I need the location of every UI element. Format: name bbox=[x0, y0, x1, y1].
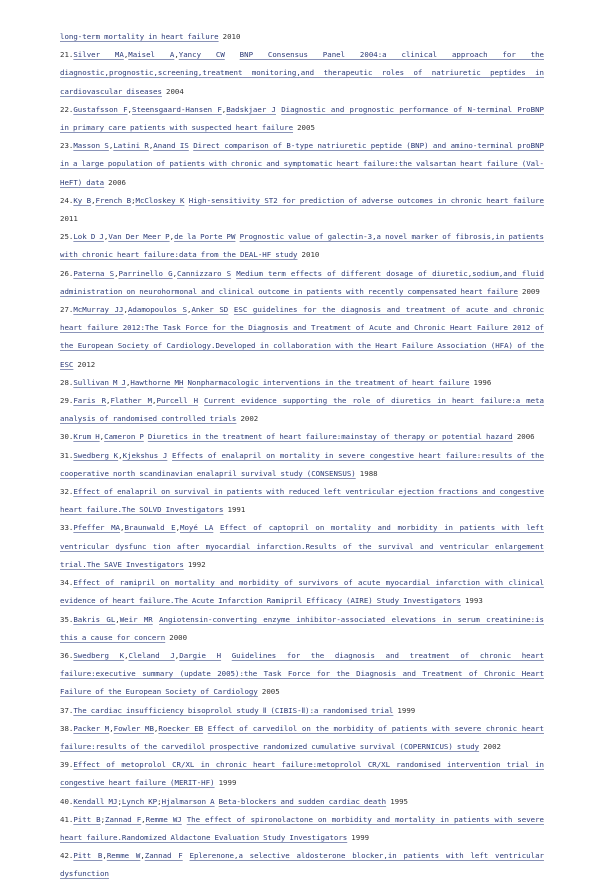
reference-link[interactable]: Silver MA bbox=[73, 50, 124, 60]
reference-separator: , bbox=[115, 614, 120, 624]
reference-separator: , bbox=[91, 195, 96, 205]
reference-link[interactable]: Zannad F bbox=[144, 851, 183, 861]
reference-separator: , bbox=[108, 141, 114, 151]
reference-year: 2006 bbox=[516, 432, 535, 442]
reference-entry bbox=[60, 811, 544, 847]
reference-separator: , bbox=[140, 851, 145, 861]
reference-link[interactable]: Nonpharmacologic interventions in the treatment of heart failure bbox=[187, 377, 470, 387]
reference-number: 27. bbox=[60, 305, 74, 315]
reference-year: 2005 bbox=[297, 123, 315, 133]
reference-link[interactable]: Ky B bbox=[73, 195, 92, 205]
reference-link[interactable]: Current evidence supporting the role of diuretics in heart failure:a meta analysis of randomised controlled trials bbox=[60, 396, 544, 424]
reference-link[interactable]: Fowler MB bbox=[113, 723, 154, 733]
reference-year: 2000 bbox=[169, 632, 188, 642]
reference-entry bbox=[60, 483, 544, 519]
reference-entry bbox=[60, 392, 544, 428]
reference-separator: , bbox=[109, 723, 114, 733]
reference-separator: , bbox=[221, 104, 227, 114]
reference-link[interactable]: French B bbox=[95, 195, 132, 205]
reference-link[interactable]: Pitt B bbox=[73, 814, 101, 824]
reference-link[interactable]: McMurray JJ bbox=[73, 305, 124, 315]
reference-link[interactable]: Prognostic value of galectin-3,a novel marker of fibrosis,in patients with chronic heart failure:data from the DEAL-HF study bbox=[60, 232, 544, 260]
reference-separator: , bbox=[123, 305, 128, 315]
reference-separator: , bbox=[153, 723, 159, 733]
reference-link[interactable]: Sullivan M J bbox=[73, 377, 126, 387]
reference-link[interactable]: Angiotensin-converting enzyme inhibitor-associated elevations in serum creatinine:is this a cause for concern bbox=[60, 614, 544, 642]
reference-year: 2002 bbox=[483, 741, 501, 751]
reference-entry bbox=[60, 793, 544, 811]
reference-separator: , bbox=[148, 141, 154, 151]
reference-year: 1999 bbox=[218, 778, 237, 788]
reference-separator: , bbox=[102, 851, 107, 861]
reference-separator: , bbox=[175, 523, 181, 533]
reference-number: 28. bbox=[60, 377, 74, 387]
reference-entry bbox=[60, 301, 544, 374]
reference-link[interactable]: Swedberg K bbox=[73, 450, 119, 460]
reference-year: 2005 bbox=[261, 687, 280, 697]
reference-separator: , bbox=[124, 650, 129, 660]
reference-entry bbox=[60, 28, 544, 46]
reference-number: 38. bbox=[60, 723, 74, 733]
reference-number: 21. bbox=[60, 50, 74, 60]
reference-number: 39. bbox=[60, 760, 74, 770]
reference-separator bbox=[183, 851, 190, 860]
reference-link[interactable]: Cannizzaro S bbox=[177, 268, 232, 278]
reference-separator bbox=[213, 523, 220, 532]
reference-separator: , bbox=[141, 814, 146, 824]
reference-link[interactable]: Beta-blockers and sudden cardiac death bbox=[218, 796, 387, 806]
reference-link[interactable]: Diagnostic and prognostic performance of N-terminal ProBNP in primary care patients with suspected heart failure bbox=[60, 104, 544, 133]
reference-link[interactable]: Cleland J bbox=[128, 650, 175, 660]
reference-link[interactable]: Krum H bbox=[73, 432, 100, 442]
reference-number: 41. bbox=[60, 814, 74, 824]
reference-link[interactable]: Cameron P bbox=[104, 432, 144, 442]
reference-separator: , bbox=[169, 232, 175, 242]
reference-number: 22. bbox=[60, 104, 74, 114]
reference-entry bbox=[60, 192, 544, 228]
reference-separator: , bbox=[99, 432, 105, 442]
reference-separator: ; bbox=[131, 195, 136, 205]
reference-entry bbox=[60, 756, 544, 792]
reference-link[interactable]: long-term mortality in heart failure bbox=[60, 32, 219, 41]
reference-year: 1995 bbox=[390, 796, 408, 806]
reference-link[interactable]: de la Porte PW bbox=[174, 232, 236, 242]
reference-number: 31. bbox=[60, 450, 74, 460]
reference-separator: ; bbox=[157, 796, 162, 806]
reference-link[interactable]: Effect of carvedilol on the morbidity of patients with severe chronic heart failure:results of the carvedilol prospective randomized cumulative survival (COPERNICUS) study bbox=[60, 723, 544, 751]
reference-entry bbox=[60, 847, 544, 883]
reference-entry bbox=[60, 519, 544, 574]
reference-separator: , bbox=[172, 268, 178, 278]
reference-year: 1993 bbox=[464, 596, 483, 606]
reference-year: 2006 bbox=[108, 177, 126, 187]
reference-number: 30. bbox=[60, 432, 74, 442]
reference-entry bbox=[60, 228, 544, 264]
reference-link[interactable]: ESC guidelines for the diagnosis and treatment of acute and chronic heart failure 2012:The Task Force for the Diagnosis and Treatment of Acute and Chronic Heart Failure 2012 of the European Society of Cardiology.Developed in collaboration with the Heart Failure Association (HFA) of the ESC bbox=[60, 305, 545, 369]
reference-link[interactable]: Weir MR bbox=[119, 614, 153, 624]
reference-entry bbox=[60, 428, 544, 446]
reference-link[interactable]: Guidelines for the diagnosis and treatment of chronic heart failure:executive summary (update 2005):the Task Force for the Diagnosis and Treatment of Chronic Heart Failure of the European Society of Cardiology bbox=[60, 650, 544, 697]
reference-list bbox=[60, 28, 544, 884]
reference-separator: , bbox=[125, 377, 131, 387]
reference-separator: , bbox=[106, 396, 111, 406]
reference-link[interactable]: Latini R bbox=[113, 141, 149, 151]
reference-link[interactable]: Maisel A bbox=[128, 50, 175, 60]
reference-year: 1992 bbox=[187, 559, 206, 569]
reference-link[interactable]: Anand IS bbox=[153, 141, 189, 151]
reference-number: 25. bbox=[60, 232, 74, 242]
reference-link[interactable]: Purcell H bbox=[156, 396, 199, 406]
reference-link[interactable]: Swedberg K bbox=[73, 650, 125, 660]
reference-year: 2011 bbox=[60, 214, 78, 224]
reference-entry bbox=[60, 265, 544, 301]
reference-link[interactable]: Diuretics in the treatment of heart failure:mainstay of therapy or potential hazard bbox=[147, 432, 513, 442]
reference-separator: , bbox=[187, 305, 192, 315]
reference-link[interactable]: Remme WJ bbox=[145, 814, 182, 824]
reference-year: 2010 bbox=[301, 250, 320, 260]
reference-link[interactable]: Hjalmarson A bbox=[161, 796, 215, 806]
reference-link[interactable]: Steensgaard-Hansen F bbox=[132, 104, 222, 114]
reference-number: 40. bbox=[60, 796, 74, 806]
reference-year: 1999 bbox=[351, 832, 370, 842]
reference-entry bbox=[60, 101, 544, 137]
reference-link[interactable]: Lynch KP bbox=[121, 796, 158, 806]
reference-link[interactable]: Kendall MJ bbox=[73, 796, 118, 806]
reference-entry bbox=[60, 447, 544, 483]
reference-link[interactable]: Effect of metoprolol CR/XL in chronic heart failure:metoprolol CR/XL randomised intervention trial in congestive heart failure (MERIT-HF) bbox=[60, 760, 544, 788]
reference-year: 1999 bbox=[397, 705, 416, 715]
reference-link[interactable]: The effect of spironolactone on morbidity and mortality in patients with severe heart failure.Randomized Aldactone Evaluation Study Investigators bbox=[60, 814, 544, 842]
reference-link[interactable]: Effect of ramipril on mortality and morbidity of survivors of acute myocardial infarction with clinical evidence of heart failure.The Acute Infarction Ramipril Efficacy (AIRE) Study Investigators bbox=[60, 578, 544, 606]
reference-link[interactable]: Braunwald E bbox=[124, 523, 176, 533]
reference-entry bbox=[60, 611, 544, 647]
reference-year: 1996 bbox=[473, 377, 492, 387]
reference-number: 32. bbox=[60, 487, 74, 497]
reference-separator: , bbox=[152, 396, 157, 406]
reference-number: 42. bbox=[60, 851, 74, 861]
reference-link[interactable]: Flather M bbox=[110, 396, 153, 406]
reference-link[interactable]: Adamopoulos S bbox=[127, 305, 188, 315]
reference-link[interactable]: Dargie H bbox=[179, 650, 222, 660]
reference-link[interactable]: Effects of enalapril on mortality in severe congestive heart failure:results of the cooperative north scandinavian enalapril survival study (CONSENSUS) bbox=[60, 450, 544, 478]
reference-link[interactable]: Zannad F bbox=[105, 814, 142, 824]
reference-link[interactable]: Moyé LA bbox=[180, 523, 214, 533]
reference-number: 36. bbox=[60, 650, 74, 660]
reference-link[interactable]: Kjekshus J bbox=[122, 450, 168, 460]
reference-number: 33. bbox=[60, 523, 74, 533]
reference-link[interactable]: Remme W bbox=[106, 851, 141, 861]
reference-separator: , bbox=[127, 104, 132, 114]
reference-separator: , bbox=[123, 50, 129, 60]
reference-number: 26. bbox=[60, 268, 74, 278]
reference-year: 2002 bbox=[240, 414, 259, 424]
reference-link[interactable]: Effect of captopril on mortality and morbidity in patients with left ventricular dysfunc tion after myocardial infarction.Results of the survival and ventricular enlargement trial.The SAVE Investigators bbox=[60, 523, 544, 569]
reference-separator bbox=[221, 651, 232, 660]
reference-number: 29. bbox=[60, 396, 74, 406]
reference-year: 2012 bbox=[77, 359, 96, 369]
reference-entry bbox=[60, 702, 544, 720]
reference-link[interactable]: Lok D J bbox=[73, 232, 104, 242]
reference-entry bbox=[60, 137, 544, 192]
reference-year: 1988 bbox=[359, 468, 378, 478]
reference-separator bbox=[225, 50, 240, 59]
reference-link[interactable]: Anker SD bbox=[191, 305, 229, 315]
reference-link[interactable]: Yancy CW bbox=[178, 50, 225, 60]
reference-year: 1991 bbox=[227, 505, 246, 515]
reference-separator: , bbox=[174, 50, 179, 60]
reference-separator: , bbox=[114, 268, 119, 278]
reference-separator: , bbox=[103, 232, 109, 242]
reference-separator: , bbox=[174, 650, 180, 660]
reference-separator: , bbox=[118, 450, 123, 460]
reference-year: 2010 bbox=[222, 32, 241, 41]
reference-entry bbox=[60, 374, 544, 392]
reference-number: 37. bbox=[60, 705, 74, 715]
reference-link[interactable]: Pitt B bbox=[73, 851, 103, 861]
reference-link[interactable]: Paterna S bbox=[73, 268, 115, 278]
reference-link[interactable]: Van Der Meer P bbox=[108, 232, 170, 242]
reference-link[interactable]: McCloskey K bbox=[135, 195, 185, 205]
reference-link[interactable]: Effect of enalapril on survival in patients with reduced left ventricular ejection fractions and congestive heart failure.The SOLVD Investigators bbox=[60, 487, 544, 515]
reference-year: 2004 bbox=[166, 86, 184, 96]
reference-entry bbox=[60, 46, 544, 101]
reference-number: 23. bbox=[60, 141, 74, 151]
reference-link[interactable]: Badskjaer J bbox=[226, 104, 276, 114]
reference-number: 34. bbox=[60, 578, 74, 588]
reference-link[interactable]: Roecker EB bbox=[158, 723, 204, 733]
reference-link[interactable]: Parrinello G bbox=[118, 268, 173, 278]
reference-link[interactable]: Medium term effects of different dosage of diuretic,sodium,and fluid administration on neurohormonal and clinical outcome in patients with recently compensated heart failure bbox=[60, 268, 544, 296]
reference-link[interactable]: The cardiac insufficiency bisoprolol study Ⅱ (CIBIS-Ⅱ):a randomised trial bbox=[73, 705, 394, 715]
reference-separator: , bbox=[120, 523, 125, 533]
reference-separator: ; bbox=[117, 796, 122, 806]
reference-link[interactable]: Eplerenone,a selective aldosterone blocker,in patients with left ventricular dysfunction bbox=[60, 851, 544, 879]
reference-link[interactable]: Hawthorne MH bbox=[130, 377, 184, 387]
reference-link[interactable]: High-sensitivity ST2 for prediction of adverse outcomes in chronic heart failure bbox=[188, 195, 544, 205]
reference-link[interactable]: Faris R bbox=[73, 396, 107, 406]
reference-link[interactable]: Pfeffer MA bbox=[73, 523, 121, 533]
reference-separator: ; bbox=[100, 814, 106, 824]
reference-number: 35. bbox=[60, 614, 74, 624]
reference-number: 24. bbox=[60, 195, 74, 205]
reference-year: 2009 bbox=[522, 286, 540, 296]
reference-entry bbox=[60, 574, 544, 610]
reference-link[interactable]: Masson S bbox=[73, 141, 109, 151]
reference-link[interactable]: Packer M bbox=[73, 723, 110, 733]
reference-entry bbox=[60, 720, 544, 756]
reference-link[interactable]: BNP Consensus Panel 2004:a clinical approach for the diagnostic,prognostic,screening,treatment monitoring,and therapeutic roles of natriuretic peptides in cardiovascular diseases bbox=[60, 50, 544, 96]
reference-link[interactable]: Gustafsson F bbox=[73, 104, 128, 114]
reference-link[interactable]: Bakris GL bbox=[73, 614, 116, 624]
reference-link[interactable]: Direct comparison of B-type natriuretic peptide (BNP) and amino-terminal proBNP in a large population of patients with chronic and symptomatic heart failure:the valsartan heart failure (Val-HeFT) data bbox=[60, 141, 544, 187]
reference-entry bbox=[60, 647, 544, 702]
